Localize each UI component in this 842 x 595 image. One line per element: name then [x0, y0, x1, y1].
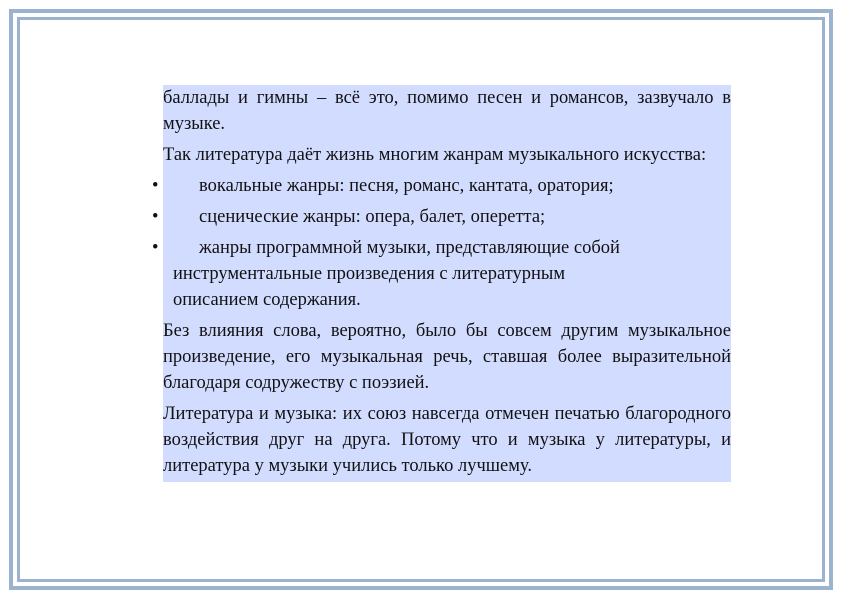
paragraph-2: Так литература даёт жизнь многим жанрам музыкального искусства:	[163, 142, 731, 173]
list-item-text: вокальные жанры: песня, романс, кантата, оратория;	[199, 176, 614, 196]
bullet-icon: •	[152, 176, 159, 196]
list-item-text: жанры программной музыки, представляющие собой	[199, 238, 620, 258]
list-item	[152, 173, 731, 199]
paragraph-1: баллады и гимны – всё это, помимо песен и романсов, зазвучало в музыке.	[163, 85, 731, 142]
bullet-icon: •	[152, 238, 159, 258]
list-item-text-continued: инструментальные произведения с литературным	[173, 264, 566, 284]
list-item	[152, 235, 731, 313]
list-item-text-continued: описанием содержания.	[173, 290, 361, 310]
bullet-icon: •	[152, 207, 159, 227]
list-item-text: сценические жанры: опера, балет, оперетта;	[199, 207, 546, 227]
genre-list	[152, 173, 731, 318]
paragraph-4: Литература и музыка: их союз навсегда отмечен печатью благородного воздействия друг на друга. Потому что и музыка у литературы, и литература у музыки учились только лучшему.	[163, 401, 731, 482]
text-body	[152, 85, 731, 482]
list-item	[152, 204, 731, 230]
paragraph-3: Без влияния слова, вероятно, было бы совсем другим музыкальное произведение, его музыкальная речь, ставшая более выразительной благодаря содружеству с поэзией.	[163, 318, 731, 401]
